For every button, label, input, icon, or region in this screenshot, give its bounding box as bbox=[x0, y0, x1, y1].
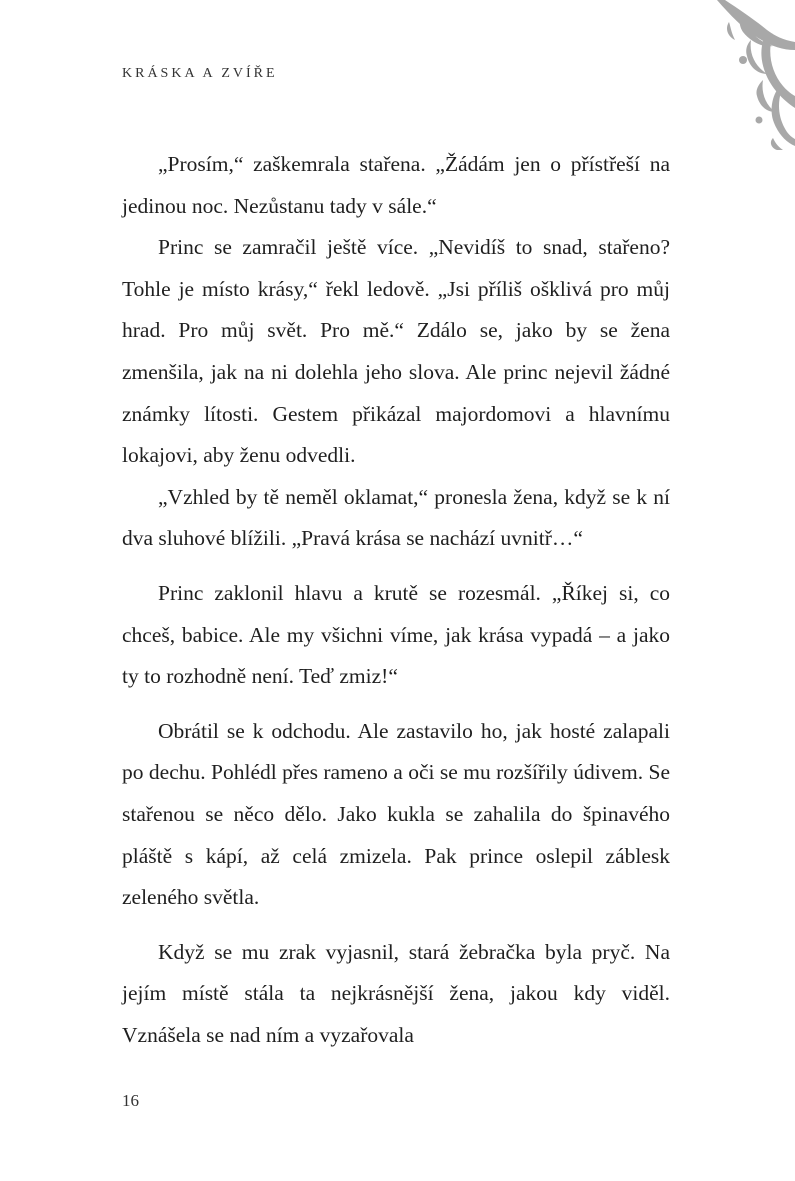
paragraph: Princ se zamračil ještě více. „Nevidíš to snad, stařeno? Tohle je místo krásy,“ řekl ledově. „Jsi příliš ošklivá pro můj hrad. Pro můj svět. Pro mě.“ Zdálo se, jako by se žena zmenšila, jak na ni dolehla jeho slova. Ale princ nejevil žádné známky lítosti. Gestem přikázal majordomovi a hlavnímu lokajovi, aby ženu odvedli. bbox=[122, 235, 670, 468]
page-number: 16 bbox=[122, 1091, 139, 1110]
floral-corner-ornament-icon bbox=[655, 0, 795, 150]
paragraph: Když se mu zrak vyjasnil, stará žebračka byla pryč. Na jejím místě stála ta nejkrásnější žena, jakou kdy viděl. Vznášela se nad ním a vyzařovala bbox=[122, 939, 670, 1047]
paragraph: „Vzhled by tě neměl oklamat,“ pronesla žena, když se k ní dva sluhové blížili. „Pravá krása se nachází uvnitř…“ bbox=[122, 484, 670, 551]
paragraph: Princ zaklonil hlavu a krutě se rozesmál. „Říkej si, co chceš, babice. Ale my všichni víme, jak krása vypadá – a jako ty to rozhodně není. Teď zmiz!“ bbox=[122, 580, 670, 689]
body-text bbox=[122, 144, 670, 1056]
paragraph: Obrátil se k odchodu. Ale zastavilo ho, jak hosté zalapali po dechu. Pohlédl přes rameno a oči se mu rozšířily údivem. Se stařenou se něco dělo. Jako kukla se zahalila do špinavého pláště s kápí, až celá zmizela. Pak prince oslepil záblesk zeleného světla. bbox=[122, 718, 670, 910]
paragraph: „Prosím,“ zaškemrala stařena. „Žádám jen o přístřeší na jedinou noc. Nezůstanu tady v sále.“ bbox=[122, 152, 670, 218]
running-head: KRÁSKA A ZVÍŘE bbox=[122, 66, 278, 81]
